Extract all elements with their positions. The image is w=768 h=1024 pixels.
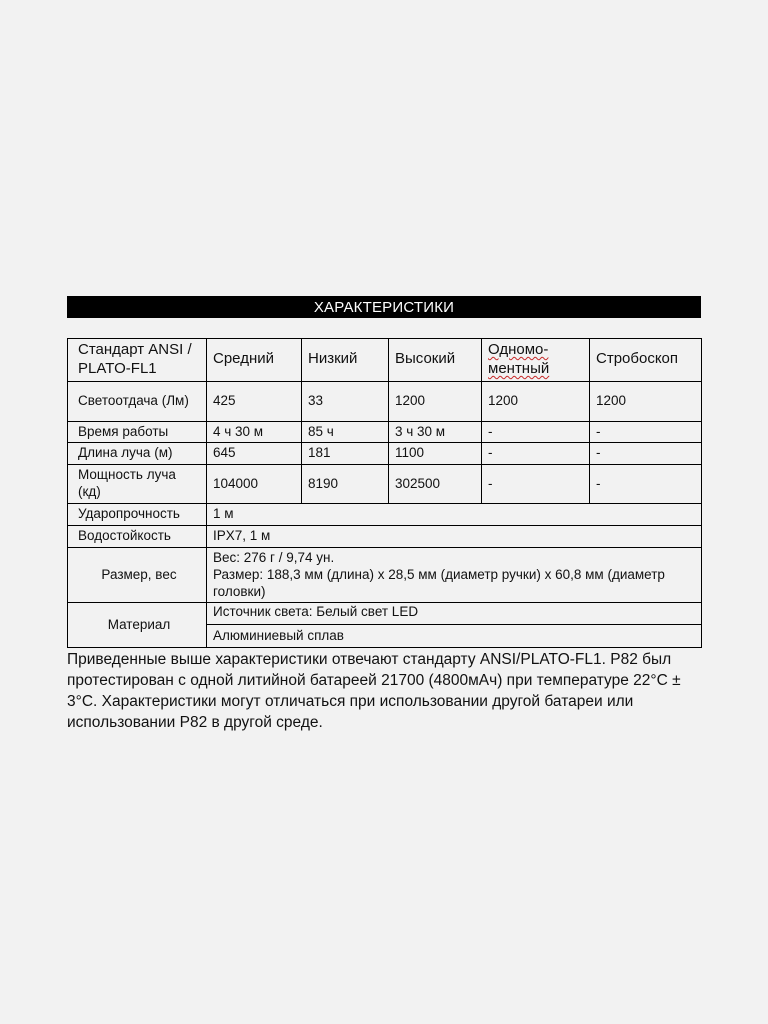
header-mode-strobe: Стробоскоп — [590, 339, 702, 382]
footnote-paragraph: Приведенные выше характеристики отвечают стандарту ANSI/PLATO-FL1. P82 был протестирован с одной литийной батареей 21700 (4800мАч) при температуре 22°C ± 3°C. Характеристики могут отличаться при использовании другой батареи или использовании P82 в другой среде. — [67, 651, 681, 731]
cell-value: 181 — [302, 443, 389, 465]
light-source-text: Источник света: Белый свет LED — [213, 604, 419, 620]
table-row-runtime — [68, 421, 702, 443]
cell-value: 104000 — [207, 465, 302, 504]
cell-value: 1200 — [482, 381, 590, 421]
cell-value: - — [482, 465, 590, 504]
cell-value: IPX7, 1 м — [207, 525, 702, 547]
row-label: Длина луча (м) — [68, 443, 207, 465]
cell-value: 4 ч 30 м — [207, 421, 302, 443]
cell-value: 3 ч 30 м — [389, 421, 482, 443]
table-row-impact — [68, 504, 702, 526]
row-label: Время работы — [68, 421, 207, 443]
row-label: Светоотдача (Лм) — [68, 381, 207, 421]
header-mode-momentary — [482, 339, 590, 382]
header-standard: Стандарт ANSI / PLATO-FL1 — [68, 339, 207, 382]
header-momentary-line1: Одномо- — [488, 341, 549, 358]
cell-value: 425 — [207, 381, 302, 421]
table-row-size — [68, 547, 702, 603]
cell-value: 85 ч — [302, 421, 389, 443]
table-row-output — [68, 381, 702, 421]
cell-material — [207, 603, 702, 648]
cell-size-weight — [207, 547, 702, 603]
row-label: Ударопрочность — [68, 504, 207, 526]
cell-value: - — [590, 465, 702, 504]
header-mode-low: Низкий — [302, 339, 389, 382]
cell-value: 1200 — [590, 381, 702, 421]
table-row-intensity — [68, 465, 702, 504]
header-mode-high: Высокий — [389, 339, 482, 382]
row-label: Водостойкость — [68, 525, 207, 547]
cell-value: 1100 — [389, 443, 482, 465]
table-row-distance — [68, 443, 702, 465]
row-label: Материал — [68, 603, 207, 648]
cell-value: 302500 — [389, 465, 482, 504]
cell-value: - — [590, 421, 702, 443]
section-title-bar — [67, 296, 701, 318]
header-mode-medium: Средний — [207, 339, 302, 382]
cell-value: 1 м — [207, 504, 702, 526]
specs-table — [67, 338, 702, 648]
cell-value: - — [482, 421, 590, 443]
table-header-row — [68, 339, 702, 382]
cell-value: 33 — [302, 381, 389, 421]
dimensions-text: Размер: 188,3 мм (длина) x 28,5 мм (диаметр ручки) x 60,8 мм (диаметр головки) — [213, 566, 665, 599]
cell-value: 1200 — [389, 381, 482, 421]
table-row-water — [68, 525, 702, 547]
cell-value: 8190 — [302, 465, 389, 504]
cell-value: 645 — [207, 443, 302, 465]
body-material-text: Алюминиевый сплав — [207, 624, 701, 647]
section-title: ХАРАКТЕРИСТИКИ — [313, 298, 455, 316]
weight-text: Вес: 276 г / 9,74 ун. — [213, 549, 335, 565]
spec-sheet — [67, 296, 701, 648]
table-row-material — [68, 603, 702, 648]
cell-value: - — [590, 443, 702, 465]
row-label: Мощность луча (кд) — [68, 465, 207, 504]
row-label: Размер, вес — [68, 547, 207, 603]
header-momentary-line2: ментный — [488, 359, 550, 377]
cell-value: - — [482, 443, 590, 465]
